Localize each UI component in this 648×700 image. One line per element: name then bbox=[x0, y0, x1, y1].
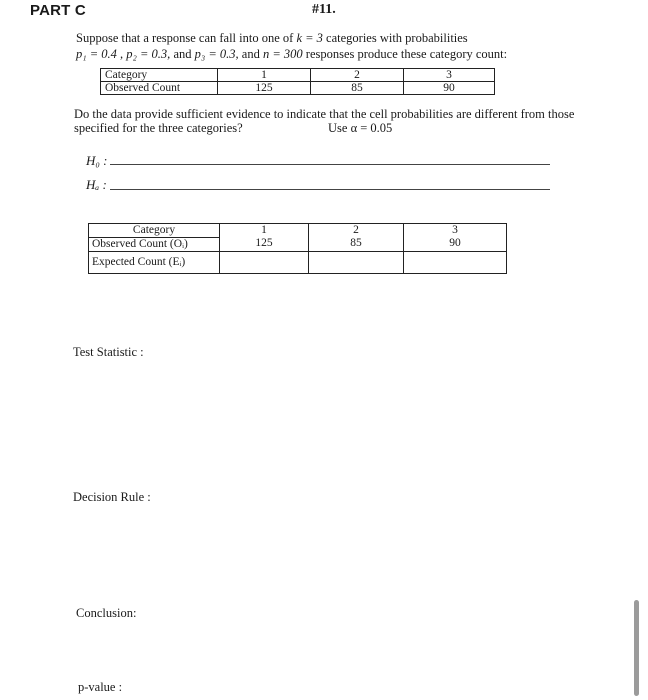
decision-rule-label: Decision Rule : bbox=[73, 490, 151, 504]
k-value: k = 3 bbox=[296, 31, 323, 45]
table-row bbox=[101, 69, 495, 82]
problem-number: #11. bbox=[312, 2, 336, 17]
part-title: PART C bbox=[30, 2, 86, 19]
conclusion-label: Conclusion: bbox=[76, 606, 137, 620]
table-row bbox=[101, 82, 495, 95]
expected-cell[interactable] bbox=[309, 252, 404, 274]
row-label: Expected Count (Eᵢ) bbox=[89, 252, 220, 274]
intro-line-2: p₁ = 0.4 , p₂ = 0.3, and p₃ = 0.3, and n = 300 responses produce these category count: bbox=[76, 47, 508, 61]
problem-intro bbox=[76, 30, 507, 62]
p-value-label: p-value : bbox=[78, 680, 123, 694]
scrollbar-thumb[interactable] bbox=[634, 600, 639, 696]
observed-table bbox=[100, 68, 495, 95]
alt-hypothesis-line[interactable] bbox=[110, 189, 550, 190]
row-label: Observed Count (Oᵢ) bbox=[89, 238, 220, 252]
table-row bbox=[89, 252, 507, 274]
intro-line-1: Suppose that a response can fall into one of k = 3 categories with probabilities bbox=[76, 31, 468, 45]
alt-hypothesis-label: Hₐ : bbox=[86, 177, 107, 192]
category-cell: 3 bbox=[404, 69, 495, 82]
p1-value: p₁ = 0.4 , bbox=[76, 47, 124, 61]
expected-table bbox=[88, 223, 507, 274]
row-label: Category bbox=[101, 69, 218, 82]
row-label: Category bbox=[89, 224, 220, 238]
observed-cell: 125 bbox=[218, 82, 311, 95]
category-observed-cell: 1 125 bbox=[220, 224, 309, 252]
category-cell: 2 bbox=[311, 69, 404, 82]
alpha-value: Use α = 0.05 bbox=[328, 121, 393, 135]
null-hypothesis-label: H₀ : bbox=[86, 153, 108, 168]
table-row bbox=[89, 224, 507, 238]
category-cell: 1 bbox=[218, 69, 311, 82]
n-value: n = 300 bbox=[262, 47, 303, 61]
category-observed-cell: 3 90 bbox=[404, 224, 507, 252]
observed-cell: 90 bbox=[404, 82, 495, 95]
row-label: Observed Count bbox=[101, 82, 218, 95]
expected-cell[interactable] bbox=[220, 252, 309, 274]
expected-cell[interactable] bbox=[404, 252, 507, 274]
p3-value: p₃ = 0.3, bbox=[194, 47, 239, 61]
question-text: Do the data provide sufficient evidence to indicate that the cell probabilities are different from those specified for the three categories? bbox=[74, 107, 575, 135]
category-observed-cell: 2 85 bbox=[309, 224, 404, 252]
observed-cell: 85 bbox=[311, 82, 404, 95]
test-statistic-label: Test Statistic : bbox=[73, 345, 144, 359]
p2-value: p₂ = 0.3, bbox=[126, 47, 171, 61]
null-hypothesis-line[interactable] bbox=[110, 164, 550, 165]
